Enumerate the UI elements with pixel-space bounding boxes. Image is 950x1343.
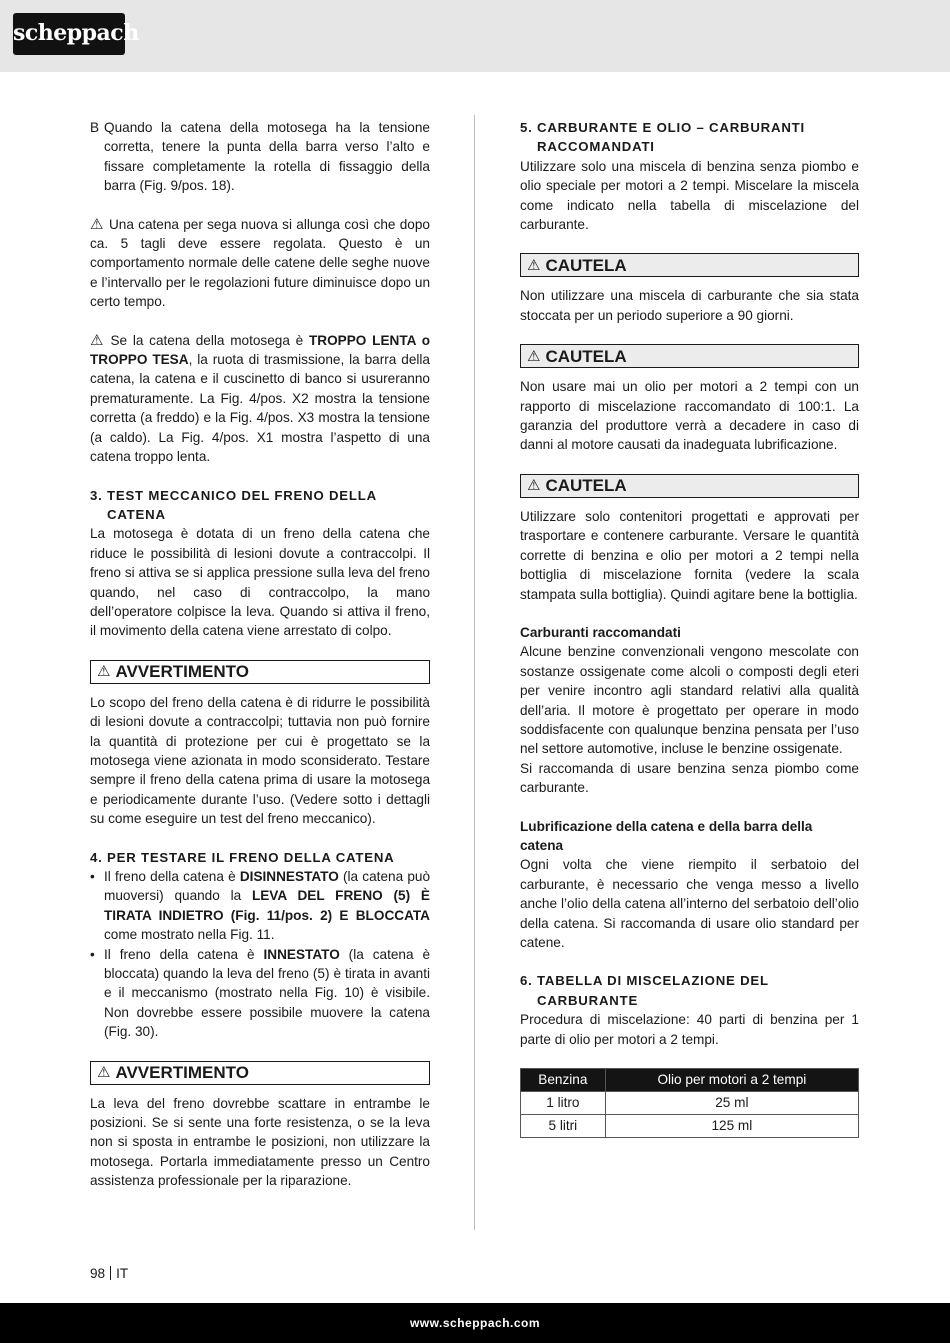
language-code: IT [116, 1266, 129, 1281]
section-3-heading [90, 486, 430, 525]
mixing-table [520, 1068, 859, 1138]
text-run: Il freno della catena è [104, 869, 240, 884]
bullet-icon: • [90, 869, 95, 884]
table-header-row [521, 1069, 859, 1092]
text-run: (la catena è bloccata) quando la leva del freno (5) è tirata in avanti e il meccanismo (mostrato nella Fig. 10) è visibile. Non dovrebbe essere possibile muovere la catena (Fig. 30). [104, 946, 431, 1040]
note-new-chain [90, 215, 430, 312]
warning-triangle-icon: ⚠ [90, 215, 104, 233]
caution-box-1 [520, 253, 859, 277]
table-cell: 125 ml [605, 1115, 858, 1138]
caution-title: CAUTELA [545, 476, 627, 496]
warning-box-1 [90, 660, 430, 684]
note-text-post: , la ruota di trasmissione, la barra della catena, la catena e il cuscinetto di banco si usureranno prematuramente. La Fig. 4/pos. X2 mostra la tensione corretta (a freddo) e la Fig. 4/pos. X3 mostra la tensione (a caldo). La Fig. 4/pos. X1 mostra l’aspetto di una catena troppo lenta. [90, 352, 430, 465]
bullet-icon: • [90, 946, 95, 962]
website-link[interactable]: www.scheppach.com [409, 1316, 541, 1330]
section-number: 5. [520, 120, 533, 135]
table-row [521, 1092, 859, 1115]
section-number: 4. [90, 849, 103, 865]
header-bar [0, 0, 950, 72]
list-item [90, 867, 430, 945]
step-b [90, 118, 430, 196]
warning-title: AVVERTIMENTO [115, 1062, 249, 1082]
table-header-cell: Benzina [521, 1069, 606, 1092]
page-number [90, 1264, 128, 1283]
section-number: 6. [520, 973, 533, 989]
caution-box-3 [520, 474, 859, 498]
warning-title: AVVERTIMENTO [115, 662, 249, 682]
text-run: Il freno della catena è [104, 946, 264, 962]
section-5-text: Utilizzare solo una miscela di benzina senza piombo e olio speciale per motori a 2 tempi. Miscelare la miscela come indicato nella tabella di miscelazione del carburante. [520, 158, 859, 233]
text-run: (la catena può muoversi) quando la [104, 869, 430, 904]
list-item [90, 945, 430, 1042]
lubrication-heading: Lubrificazione della catena e della barra della catena [520, 818, 813, 853]
text-run: come mostrato nella Fig. 11. [104, 927, 275, 943]
section-title: TABELLA DI MISCELAZIONE DEL CARBURANTE [537, 973, 769, 1008]
caution-2-text: Non usare mai un olio per motori a 2 tempi con un rapporto di miscelazione raccomandato di 100:1. La garanzia del produttore verrà a decadere in caso di danni al motore causati da inadeguata lubrificazione. [520, 379, 859, 453]
text-run-bold: INNESTATO [263, 946, 340, 962]
section-3-text: La motosega è dotata di un freno della catena che riduce le possibilità di lesioni dovute a contraccolpi. Il freno si attiva se si applica pressione sulla leva del freno quando, nel caso di contraccolpo, la mano dell’operatore colpisce la leva. Quando si attiva il freno, il movimento della catena viene arrestato di colpo. [90, 526, 430, 639]
lubrication-text: Ogni volta che viene riempito il serbatoio del carburante, è necessario che venga messo a livello anche l’olio della catena all’interno del serbatoio dell’olio della catena. Si raccomanda di usare olio standard per catene. [520, 857, 859, 950]
right-column [520, 118, 859, 1138]
page-number-value: 98 [90, 1266, 106, 1281]
left-column [90, 118, 430, 1191]
table-cell: 5 litri [521, 1115, 606, 1138]
brand-logo: scheppach [13, 13, 125, 55]
warning-triangle-icon: ⚠ [527, 347, 541, 365]
warning-triangle-icon: ⚠ [527, 256, 541, 274]
section-title: TEST MECCANICO DEL FRENO DELLA CATENA [107, 487, 377, 522]
fuels-text: Alcune benzine convenzionali vengono mescolate con sostanze ossigenate come alcoli o composti degli eteri per venire incontro agli standard relativi alla qualità dell’aria. Il motore è progettato per operare in modo soddisfacente con qualunque benzina pensata per l’uso nel settore automotive, incluse le benzine ossigenate. [520, 644, 859, 757]
note-new-chain-text: Una catena per sega nuova si allunga così che dopo ca. 5 tagli deve essere regolata. Questo è un comportamento normale delle catene delle seghe nuove e l’intervallo per le regolazioni future diminuisce dopo un certo tempo. [90, 216, 430, 310]
section-4-heading [90, 848, 430, 867]
table-row [521, 1115, 859, 1138]
note-chain-tension [90, 331, 430, 467]
page-separator [110, 1266, 111, 1280]
footer-bar [0, 1303, 950, 1343]
table-cell: 1 litro [521, 1092, 606, 1115]
list-item-text [104, 945, 430, 1042]
caution-box-2 [520, 344, 859, 368]
section-title: PER TESTARE IL FRENO DELLA CATENA [107, 849, 395, 865]
caution-3-text: Utilizzare solo contenitori progettati e approvati per trasportare e contenere carburante. Versare le quantità corrette di benzina e olio per motori a 2 tempi nella bottiglia di miscelazione fornita (vedere la scala stampata sulla bottiglia). Quindi agitare bene la bottiglia. [520, 508, 859, 602]
table-header-cell: Olio per motori a 2 tempi [605, 1069, 858, 1092]
column-divider [474, 115, 475, 1230]
step-b-text: Quando la catena della motosega ha la tensione corretta, tenere la punta della barra verso l’alto e fissare completamente la rotella di fissaggio della barra (Fig. 9/pos. 18). [104, 120, 430, 194]
section-6-heading [520, 971, 859, 1010]
warning-triangle-icon: ⚠ [97, 663, 111, 681]
step-b-label: B [90, 120, 100, 135]
section-number: 3. [90, 487, 103, 503]
warning-triangle-icon: ⚠ [527, 477, 541, 495]
caution-title: CAUTELA [545, 346, 627, 366]
caution-title: CAUTELA [545, 255, 627, 275]
warning-box-2 [90, 1061, 430, 1085]
section-title: CARBURANTE E OLIO – CARBURANTI RACCOMANDATI [537, 120, 805, 155]
list-item-text [104, 867, 430, 945]
note-text-bold: TROPPO LENTA o TROPPO TESA [90, 332, 430, 368]
warning-1-text: Lo scopo del freno della catena è di ridurre le possibilità di lesioni dovute a contraccolpi; tuttavia non può fornire la quantità di protezione per cui è progettato se la motosega viene azionata in modo sconsiderato. Testare sempre il freno della catena prima di usare la motosega e periodicamente durante l’uso. (Vedere sotto i dettagli su come eseguire un test del freno meccanico). [90, 694, 430, 827]
note-text-pre: Se la catena della motosega è [110, 332, 309, 348]
fuels-heading: Carburanti raccomandati [520, 624, 681, 640]
table-cell: 25 ml [605, 1092, 858, 1115]
warning-triangle-icon: ⚠ [90, 331, 106, 349]
warning-2-text: La leva del freno dovrebbe scattare in entrambe le posizioni. Se si sente una forte resistenza, o se la leva non si sposta in entrambe le posizioni, non utilizzare la motosega. Portarla immediatamente presso un Centro assistenza professionale per la riparazione. [90, 1095, 430, 1189]
text-run-bold: LEVA DEL FRENO (5) È TIRATA INDIETRO (Fig. 11/pos. 2) E BLOCCATA [104, 888, 430, 923]
text-run-bold: DISINNESTATO [239, 869, 339, 884]
warning-triangle-icon: ⚠ [97, 1063, 111, 1081]
fuels-text-2: Si raccomanda di usare benzina senza piombo come carburante. [520, 760, 859, 796]
caution-1-text: Non utilizzare una miscela di carburante che sia stata stoccata per un periodo superiore a 90 giorni. [520, 288, 859, 323]
section-6-text: Procedura di miscelazione: 40 parti di benzina per 1 parte di olio per motori a 2 tempi. [520, 1012, 859, 1047]
section-5-heading [520, 118, 859, 157]
